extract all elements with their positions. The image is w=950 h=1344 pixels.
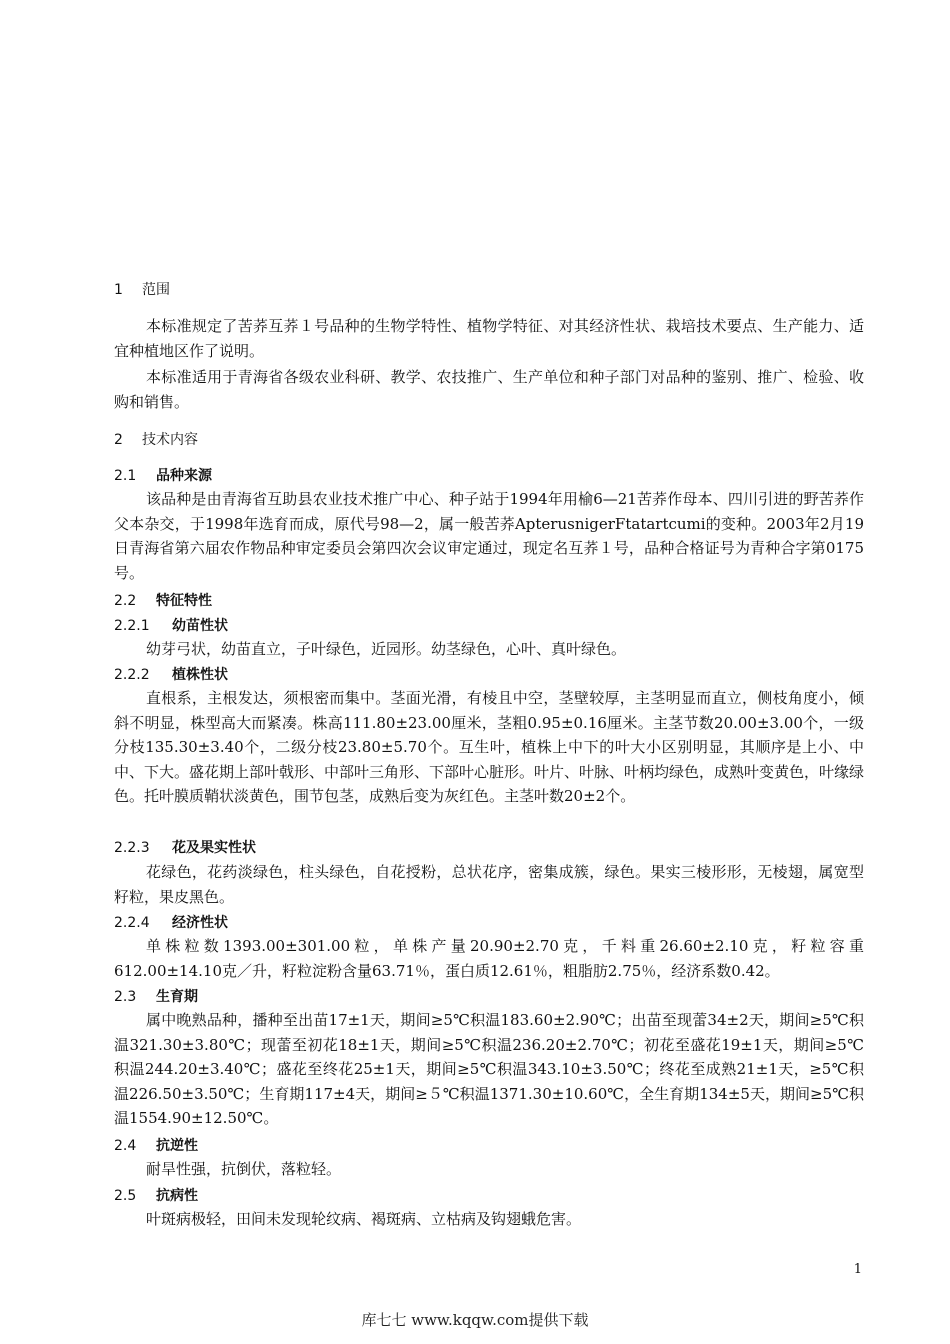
section-number: 2 bbox=[114, 432, 123, 448]
flower-fruit-paragraph: 花绿色，花药淡绿色，柱头绿色，自花授粉，总状花序，密集成簇，绿色。果实三棱形形，无棱翅，属宽型籽粒，果皮黑色。 bbox=[114, 863, 864, 906]
subsection-title: 幼苗性状 bbox=[172, 618, 228, 634]
economic-traits-paragraph: 单株粒数1393.00±301.00粒，单株产量20.90±2.70克，千料重26.60±2.10克，籽粒容重612.00±14.10克／升，籽粒淀粉含量63.71％，蛋白质12.61％，粗脂肪2.75％，经济系数0.42。 bbox=[114, 937, 864, 980]
subsection-title: 植株性状 bbox=[172, 667, 228, 683]
subsection-heading-2-2-2 bbox=[114, 664, 228, 684]
subsection-heading-2-2-1 bbox=[114, 615, 228, 635]
section-heading-scope bbox=[114, 279, 170, 299]
subsection-title: 抗病性 bbox=[156, 1188, 198, 1204]
subsection-title: 品种来源 bbox=[156, 468, 212, 484]
subsection-title: 经济性状 bbox=[172, 915, 228, 931]
subsection-heading-2-1 bbox=[114, 465, 212, 485]
variety-origin-paragraph: 该品种是由青海省互助县农业技术推广中心、种子站于1994年用榆6—21苦荞作母本、四川引进的野苦荞作父本杂交，于1998年选育而成，原代号98—2，属一般苦荞ApterusnigerFtatartcumi的变种。2003年2月19日青海省第六届农作物品种审定委员会第四次会议审定通过，现定名互荞１号，品种合格证号为青种合字第0175号。 bbox=[114, 490, 864, 582]
subsection-title: 抗逆性 bbox=[156, 1138, 198, 1154]
subsection-heading-2-3 bbox=[114, 986, 198, 1006]
disease-resistance-paragraph: 叶斑病极轻，田间未发现轮纹病、褐斑病、立枯病及钩翅蛾危害。 bbox=[146, 1210, 582, 1228]
section-heading-tech bbox=[114, 429, 198, 449]
seedling-traits-paragraph: 幼芽弓状，幼苗直立，子叶绿色，近园形。幼茎绿色，心叶、真叶绿色。 bbox=[146, 640, 627, 658]
section-number: 1 bbox=[114, 282, 123, 298]
subsection-number: 2.2.3 bbox=[114, 840, 150, 856]
subsection-number: 2.2.1 bbox=[114, 618, 150, 634]
subsection-heading-2-5 bbox=[114, 1185, 198, 1205]
subsection-number: 2.2.2 bbox=[114, 667, 150, 683]
subsection-title: 生育期 bbox=[156, 989, 198, 1005]
section-title: 技术内容 bbox=[142, 432, 198, 448]
subsection-heading-2-2 bbox=[114, 590, 212, 610]
subsection-title: 特征特性 bbox=[156, 593, 212, 609]
subsection-heading-2-4 bbox=[114, 1135, 198, 1155]
scope-paragraph-1: 本标准规定了苦荞互荞１号品种的生物学特性、植物学特征、对其经济性状、栽培技术要点、生产能力、适宜种植地区作了说明。 bbox=[114, 317, 864, 360]
subsection-number: 2.4 bbox=[114, 1138, 137, 1154]
subsection-heading-2-2-4 bbox=[114, 912, 228, 932]
subsection-number: 2.5 bbox=[114, 1188, 137, 1204]
subsection-number: 2.1 bbox=[114, 468, 137, 484]
subsection-number: 2.3 bbox=[114, 989, 137, 1005]
subsection-number: 2.2 bbox=[114, 593, 137, 609]
scope-paragraph-2: 本标准适用于青海省各级农业科研、教学、农技推广、生产单位和种子部门对品种的鉴别、推广、检验、收购和销售。 bbox=[114, 368, 864, 411]
subsection-number: 2.2.4 bbox=[114, 915, 150, 931]
plant-traits-paragraph: 直根系，主根发达，须根密而集中。茎面光滑，有棱且中空，茎壁较厚，主茎明显而直立，侧枝角度小，倾斜不明显，株型高大而紧凑。株高111.80±23.00厘米，茎粗0.95±0.16厘米。主茎节数20.00±3.00个，一级分枝135.30±3.40个，二级分枝23.80±5.70个。互生叶，植株上中下的叶大小区别明显，其顺序是上小、中中、下大。盛花期上部叶戟形、中部叶三角形、下部叶心脏形。叶片、叶脉、叶柄均绿色，成熟叶变黄色，叶缘绿色。托叶膜质鞘状淡黄色，围节包茎，成熟后变为灰红色。主茎叶数20±2个。 bbox=[114, 689, 865, 805]
page-number: 1 bbox=[853, 1262, 862, 1277]
section-title: 范围 bbox=[142, 282, 170, 298]
growth-period-paragraph: 属中晚熟品种，播种至出苗17±1天，期间≥5℃积温183.60±2.90℃；出苗至现蕾34±2天，期间≥5℃积温321.30±3.80℃；现蕾至初花18±1天，期间≥5℃积温236.20±2.70℃；初花至盛花19±1天，期间≥5℃积温244.20±3.40℃；盛花至终花25±1天，期间≥5℃积温343.10±3.50℃；终花至成熟21±1天，≥5℃积温226.50±3.50℃；生育期117±4天，期间≥５℃积温1371.30±10.60℃，全生育期134±5天，期间≥5℃积温1554.90±12.50℃。 bbox=[114, 1011, 864, 1127]
subsection-heading-2-2-3 bbox=[114, 837, 256, 857]
subsection-title: 花及果实性状 bbox=[172, 840, 256, 856]
stress-resistance-paragraph: 耐旱性强，抗倒伏，落粒轻。 bbox=[146, 1160, 342, 1178]
download-watermark: 库七七 www.kqqw.com提供下载 bbox=[361, 1311, 589, 1329]
